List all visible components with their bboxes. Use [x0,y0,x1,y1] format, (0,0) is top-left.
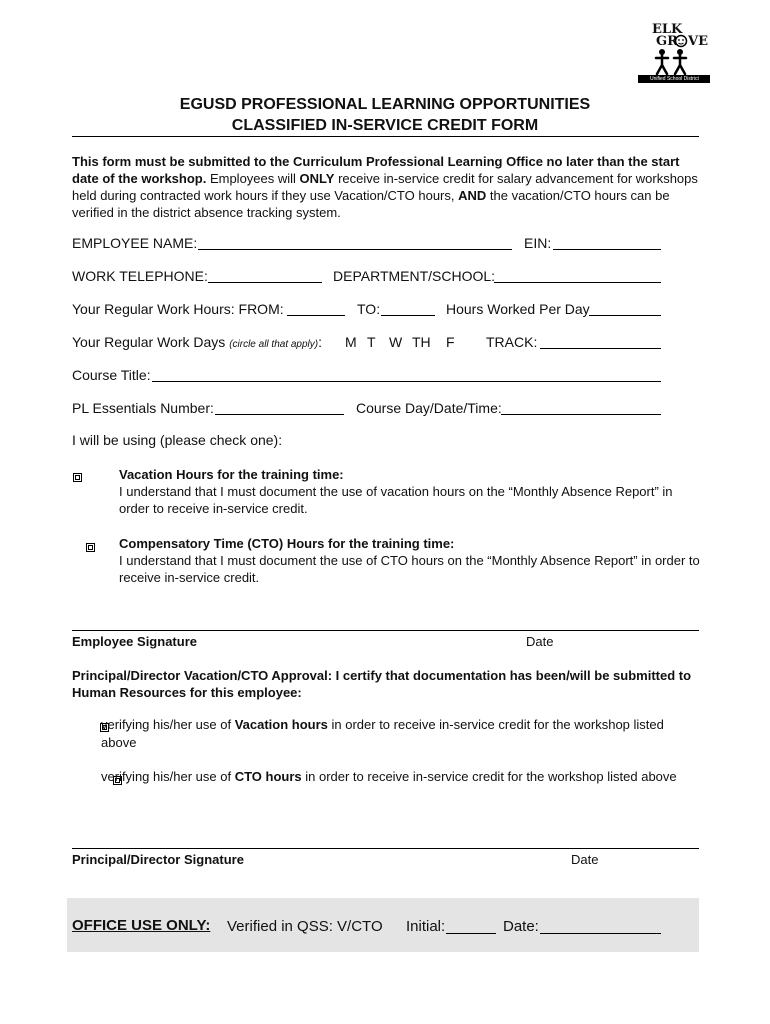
course-title-field[interactable] [152,381,661,382]
course-day-label: Course Day/Date/Time: [356,400,502,416]
title-divider [72,136,699,137]
logo-tagline: Unified School District [650,76,699,82]
verify-vacation-text [101,716,701,752]
ein-label: EIN: [524,235,552,251]
verify-cto-text [101,768,701,786]
day-t[interactable]: T [367,334,376,350]
intro-only: ONLY [299,171,335,186]
intro-text-3: the vacation/CTO hours can be verified in the district absence tracking system. [72,188,670,220]
principal-approval-text: Principal/Director Vacation/CTO Approval: I certify that documentation has been/will be submitted to Human Resources for this employee: [72,668,692,700]
cto-checkbox[interactable] [86,543,95,552]
verify-cto-pre: verifying his/her use of [101,769,235,784]
title-line-1: EGUSD PROFESSIONAL LEARNING OPPORTUNITIES [179,96,591,113]
track-field[interactable] [540,348,661,349]
vacation-text: I understand that I must document the use of vacation hours on the “Monthly Absence Report” in order to receive in-service credit. [119,484,673,516]
hours-to-label: TO: [357,301,381,317]
office-use-label: OFFICE USE ONLY: [72,917,211,934]
day-m[interactable]: M [345,334,357,350]
vacation-option [119,466,703,517]
office-initial-field[interactable] [446,933,496,934]
day-th[interactable]: TH [412,334,431,350]
office-date-field[interactable] [540,933,661,934]
office-verified-label: Verified in QSS: V/CTO [227,918,383,935]
day-w[interactable]: W [389,334,403,350]
principal-signature-field[interactable] [72,848,699,849]
course-title-label: Course Title: [72,367,151,383]
logo-banner [638,75,710,83]
check-one-label: I will be using (please check one): [72,432,283,448]
office-initial-label: Initial: [406,918,446,935]
cto-text: I understand that I must document the use of CTO hours on the “Monthly Absence Report” in order to receive in-service credit. [119,553,700,585]
course-day-field[interactable] [501,414,661,415]
verify-vacation-post: in order to receive in-service credit for the workshop listed above [101,717,664,750]
cto-option [119,535,703,586]
department-label: DEPARTMENT/SCHOOL: [333,268,496,284]
circle-note: (circle all that apply) [229,339,319,350]
employee-name-field[interactable] [198,249,512,250]
pl-number-field[interactable] [215,414,344,415]
intro-text-1: Employees will [206,171,300,186]
day-f[interactable]: F [446,334,455,350]
work-telephone-field[interactable] [208,282,322,283]
work-telephone-label: WORK TELEPHONE: [72,268,208,284]
district-logo [636,22,712,84]
principal-date-label: Date [571,852,599,867]
employee-name-label: EMPLOYEE NAME: [72,235,198,251]
title-line-2: CLASSIFIED IN-SERVICE CREDIT FORM [231,117,539,134]
logo-word-ve: VE [688,34,708,49]
hours-from-label: Your Regular Work Hours: FROM: [72,301,284,317]
employee-signature-field[interactable] [72,630,699,631]
principal-signature-label: Principal/Director Signature [72,852,244,867]
verify-vacation-bold: Vacation hours [234,717,328,732]
verify-cto-post: in order to receive in-service credit for the workshop listed above [301,769,677,784]
pl-number-label: PL Essentials Number: [72,400,214,416]
intro-and: AND [458,188,487,203]
work-days-row [72,334,322,350]
verify-vacation-pre: verifying his/her use of [101,717,235,732]
logo-figures-icon [654,48,694,76]
department-field[interactable] [494,282,661,283]
logo-word-gr: GR [656,34,678,49]
verify-cto-bold: CTO hours [234,769,302,784]
work-days-label: Your Regular Work Days [72,334,226,350]
work-days-colon: : [318,334,322,350]
employee-date-label: Date [526,634,554,649]
logo-face-icon [674,34,688,48]
hours-from-field[interactable] [287,315,345,316]
vacation-heading: Vacation Hours for the training time: [119,467,344,482]
office-date-label: Date: [503,918,539,935]
employee-signature-label: Employee Signature [72,634,197,649]
page-title [0,94,770,136]
intro-paragraph [72,153,699,221]
hours-to-field[interactable] [381,315,435,316]
intro-text-2: receive in-service credit for salary advancement for workshops held during contracted work hours if they use Vacation/CTO hours, [72,171,698,203]
hours-per-day-label: Hours Worked Per Day [446,301,590,317]
ein-field[interactable] [553,249,661,250]
cto-heading: Compensatory Time (CTO) Hours for the training time: [119,536,455,551]
vacation-checkbox[interactable] [73,473,82,482]
logo-word-elk: ELK [652,22,683,37]
hours-per-day-field[interactable] [589,315,661,316]
track-label: TRACK: [486,334,538,350]
intro-bold-lead: This form must be submitted to the Curriculum Professional Learning Office no later than the start date of the workshop. [72,154,680,186]
